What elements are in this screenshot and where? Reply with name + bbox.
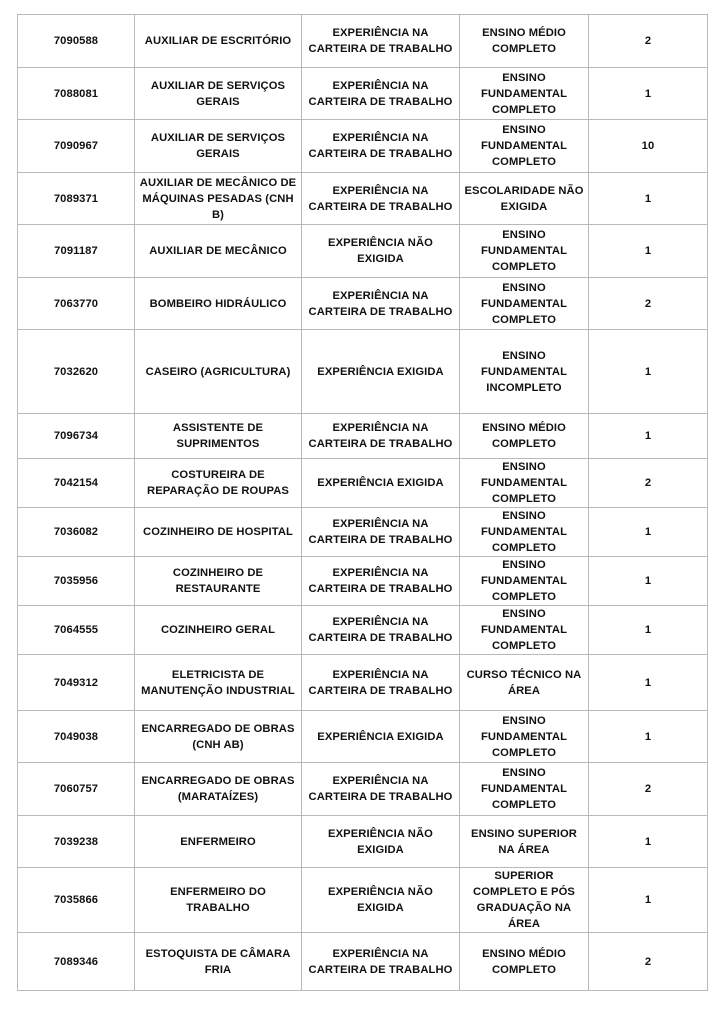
job-title-cell: [135, 278, 302, 330]
openings-count-text: 1: [644, 192, 652, 205]
experience-text: EXPERIÊNCIA NA CARTEIRA DE TRABALHO: [308, 27, 453, 55]
openings-count-text: 2: [644, 477, 652, 489]
education-text: ENSINO FUNDAMENTAL COMPLETO: [480, 510, 568, 554]
openings-count-cell: [589, 606, 708, 655]
job-code-cell: [18, 763, 135, 816]
job-title-cell: [135, 655, 302, 711]
experience-cell: [302, 816, 460, 868]
openings-count-cell: [589, 763, 708, 816]
job-code-text: 7063770: [53, 297, 99, 310]
job-title-text: ENCARREGADO DE OBRAS (MARATAÍZES): [141, 775, 295, 803]
job-code-text: 7064555: [53, 624, 99, 636]
job-title-cell: [135, 763, 302, 816]
job-code-text: 7088081: [53, 87, 99, 100]
job-title-cell: [135, 606, 302, 655]
table-row: [18, 655, 708, 711]
openings-count-cell: [589, 933, 708, 991]
job-code-text: 7039238: [53, 835, 99, 848]
openings-count-cell: [589, 120, 708, 173]
experience-text: EXPERIÊNCIA NA CARTEIRA DE TRABALHO: [308, 775, 453, 803]
table-row: [18, 459, 708, 508]
openings-count-cell: [589, 557, 708, 606]
education-cell: [460, 414, 589, 459]
experience-cell: [302, 278, 460, 330]
education-cell: [460, 816, 589, 868]
job-code-cell: [18, 557, 135, 606]
job-title-cell: [135, 173, 302, 225]
education-text: SUPERIOR COMPLETO E PÓS GRADUAÇÃO NA ÁREA: [473, 870, 575, 930]
openings-count-text: 10: [641, 140, 655, 152]
table-row: [18, 508, 708, 557]
job-title-cell: [135, 414, 302, 459]
openings-count-text: 2: [644, 955, 652, 968]
job-openings-table: [17, 14, 708, 991]
openings-count-text: 2: [644, 297, 652, 310]
job-code-text: 7049312: [53, 676, 99, 689]
education-text: ENSINO FUNDAMENTAL COMPLETO: [480, 229, 568, 273]
job-code-text: 7089371: [53, 192, 99, 205]
job-code-text: 7042154: [53, 477, 99, 489]
education-text: ENSINO FUNDAMENTAL INCOMPLETO: [480, 349, 568, 394]
job-title-cell: [135, 868, 302, 933]
job-code-cell: [18, 868, 135, 933]
experience-cell: [302, 120, 460, 173]
table-row: [18, 278, 708, 330]
table-row: [18, 173, 708, 225]
experience-text: EXPERIÊNCIA EXIGIDA: [317, 365, 444, 378]
job-code-cell: [18, 606, 135, 655]
openings-count-cell: [589, 278, 708, 330]
job-code-text: 7036082: [53, 526, 99, 538]
job-code-cell: [18, 225, 135, 278]
experience-text: EXPERIÊNCIA NA CARTEIRA DE TRABALHO: [308, 184, 453, 213]
table-row: [18, 711, 708, 763]
job-code-text: 7032620: [53, 365, 99, 378]
job-code-cell: [18, 330, 135, 414]
openings-count-cell: [589, 414, 708, 459]
job-title-cell: [135, 225, 302, 278]
education-cell: [460, 711, 589, 763]
job-title-text: COZINHEIRO DE HOSPITAL: [143, 526, 293, 538]
job-code-text: 7060757: [53, 783, 99, 795]
experience-cell: [302, 508, 460, 557]
experience-text: EXPERIÊNCIA EXIGIDA: [317, 477, 444, 489]
job-title-cell: [135, 508, 302, 557]
education-text: ENSINO MÉDIO COMPLETO: [482, 947, 566, 976]
job-code-text: 7096734: [53, 430, 99, 442]
experience-text: EXPERIÊNCIA NA CARTEIRA DE TRABALHO: [308, 947, 453, 976]
experience-cell: [302, 330, 460, 414]
experience-text: EXPERIÊNCIA NA CARTEIRA DE TRABALHO: [308, 289, 453, 318]
experience-text: EXPERIÊNCIA NÃO EXIGIDA: [328, 886, 433, 914]
table-row: [18, 933, 708, 991]
job-title-text: ASSISTENTE DE SUPRIMENTOS: [172, 422, 264, 450]
openings-count-text: 1: [644, 730, 652, 743]
education-text: ENSINO FUNDAMENTAL COMPLETO: [480, 608, 568, 652]
job-code-cell: [18, 15, 135, 68]
experience-text: EXPERIÊNCIA NÃO EXIGIDA: [328, 827, 433, 856]
education-cell: [460, 557, 589, 606]
experience-text: EXPERIÊNCIA NA CARTEIRA DE TRABALHO: [308, 668, 453, 697]
openings-count-cell: [589, 711, 708, 763]
education-cell: [460, 655, 589, 711]
experience-cell: [302, 868, 460, 933]
education-cell: [460, 459, 589, 508]
job-title-text: COZINHEIRO GERAL: [160, 624, 276, 636]
table-row: [18, 606, 708, 655]
experience-text: EXPERIÊNCIA NA CARTEIRA DE TRABALHO: [308, 518, 453, 546]
job-title-cell: [135, 15, 302, 68]
openings-count-text: 1: [644, 430, 652, 442]
education-text: ENSINO FUNDAMENTAL COMPLETO: [480, 714, 568, 759]
table-row: [18, 414, 708, 459]
experience-text: EXPERIÊNCIA NÃO EXIGIDA: [328, 237, 433, 265]
education-text: ENSINO FUNDAMENTAL COMPLETO: [480, 559, 568, 603]
table-row: [18, 68, 708, 120]
openings-count-cell: [589, 655, 708, 711]
job-title-text: CASEIRO (AGRICULTURA): [145, 365, 291, 378]
job-title-text: ENFERMEIRO DO TRABALHO: [170, 886, 266, 914]
job-title-cell: [135, 711, 302, 763]
openings-count-cell: [589, 15, 708, 68]
job-code-text: 7091187: [54, 245, 98, 257]
job-title-cell: [135, 933, 302, 991]
job-code-cell: [18, 120, 135, 173]
education-cell: [460, 868, 589, 933]
openings-count-cell: [589, 225, 708, 278]
job-title-text: AUXILIAR DE ESCRITÓRIO: [144, 35, 292, 47]
table-row: [18, 120, 708, 173]
job-title-text: ELETRICISTA DE MANUTENÇÃO INDUSTRIAL: [141, 668, 295, 697]
education-cell: [460, 278, 589, 330]
experience-cell: [302, 711, 460, 763]
job-title-cell: [135, 68, 302, 120]
education-cell: [460, 225, 589, 278]
job-code-text: 7049038: [53, 730, 99, 743]
experience-text: EXPERIÊNCIA NA CARTEIRA DE TRABALHO: [308, 567, 453, 595]
job-code-cell: [18, 459, 135, 508]
job-title-text: COZINHEIRO DE RESTAURANTE: [172, 567, 264, 595]
job-title-cell: [135, 330, 302, 414]
education-text: ENSINO FUNDAMENTAL COMPLETO: [480, 767, 568, 811]
job-code-cell: [18, 816, 135, 868]
education-cell: [460, 68, 589, 120]
experience-cell: [302, 15, 460, 68]
job-title-cell: [135, 120, 302, 173]
openings-count-text: 1: [644, 575, 652, 587]
job-code-cell: [18, 173, 135, 225]
education-cell: [460, 173, 589, 225]
openings-count-text: 2: [644, 35, 652, 47]
experience-text: EXPERIÊNCIA NA CARTEIRA DE TRABALHO: [308, 422, 453, 450]
education-text: ENSINO MÉDIO COMPLETO: [482, 422, 566, 450]
job-code-text: 7089346: [53, 955, 99, 968]
education-cell: [460, 330, 589, 414]
job-title-text: ENFERMEIRO: [180, 835, 256, 848]
job-title-text: AUXILIAR DE SERVIÇOS GERAIS: [150, 132, 286, 160]
job-openings-body: [18, 15, 708, 991]
openings-count-text: 1: [644, 894, 652, 906]
openings-count-text: 2: [644, 783, 652, 795]
openings-count-cell: [589, 508, 708, 557]
education-cell: [460, 15, 589, 68]
job-code-cell: [18, 933, 135, 991]
experience-cell: [302, 225, 460, 278]
openings-count-text: 1: [644, 245, 652, 257]
education-cell: [460, 933, 589, 991]
job-code-text: 7090967: [53, 140, 99, 152]
job-title-text: BOMBEIRO HIDRÁULICO: [149, 297, 287, 310]
education-text: ENSINO FUNDAMENTAL COMPLETO: [480, 281, 568, 326]
table-row: [18, 225, 708, 278]
education-text: CURSO TÉCNICO NA ÁREA: [466, 668, 582, 697]
experience-text: EXPERIÊNCIA EXIGIDA: [317, 730, 444, 743]
job-code-text: 7035866: [53, 894, 99, 906]
education-cell: [460, 606, 589, 655]
experience-text: EXPERIÊNCIA NA CARTEIRA DE TRABALHO: [308, 79, 453, 108]
experience-text: EXPERIÊNCIA NA CARTEIRA DE TRABALHO: [308, 616, 453, 644]
job-title-text: ENCARREGADO DE OBRAS (CNH AB): [141, 722, 295, 751]
openings-count-cell: [589, 68, 708, 120]
table-row: [18, 15, 708, 68]
openings-count-text: 1: [644, 624, 652, 636]
experience-cell: [302, 173, 460, 225]
openings-count-text: 1: [644, 835, 652, 848]
job-code-cell: [18, 278, 135, 330]
job-title-cell: [135, 459, 302, 508]
openings-count-text: 1: [644, 526, 652, 538]
openings-count-cell: [589, 459, 708, 508]
openings-count-text: 1: [644, 87, 652, 100]
experience-cell: [302, 606, 460, 655]
education-text: ENSINO FUNDAMENTAL COMPLETO: [480, 461, 568, 505]
job-code-cell: [18, 508, 135, 557]
job-title-text: ESTOQUISTA DE CÂMARA FRIA: [145, 947, 291, 976]
education-text: ENSINO SUPERIOR NA ÁREA: [471, 827, 577, 856]
experience-cell: [302, 459, 460, 508]
experience-cell: [302, 414, 460, 459]
education-text: ENSINO FUNDAMENTAL COMPLETO: [480, 71, 568, 116]
job-title-text: AUXILIAR DE SERVIÇOS GERAIS: [150, 79, 286, 108]
education-cell: [460, 763, 589, 816]
openings-count-cell: [589, 868, 708, 933]
education-cell: [460, 120, 589, 173]
job-code-text: 7035956: [53, 575, 99, 587]
job-title-cell: [135, 816, 302, 868]
job-title-text: AUXILIAR DE MECÂNICO DE MÁQUINAS PESADAS (CNH B): [139, 176, 297, 221]
openings-count-cell: [589, 330, 708, 414]
experience-text: EXPERIÊNCIA NA CARTEIRA DE TRABALHO: [308, 132, 453, 160]
job-title-cell: [135, 557, 302, 606]
job-code-cell: [18, 414, 135, 459]
job-code-text: 7090588: [53, 35, 99, 47]
table-row: [18, 868, 708, 933]
openings-count-cell: [589, 173, 708, 225]
job-code-cell: [18, 711, 135, 763]
experience-cell: [302, 763, 460, 816]
experience-cell: [302, 655, 460, 711]
openings-count-cell: [589, 816, 708, 868]
job-code-cell: [18, 655, 135, 711]
table-row: [18, 330, 708, 414]
education-text: ENSINO FUNDAMENTAL COMPLETO: [480, 124, 568, 168]
openings-count-text: 1: [644, 676, 652, 689]
openings-count-text: 1: [644, 365, 652, 378]
job-title-text: COSTUREIRA DE REPARAÇÃO DE ROUPAS: [147, 469, 289, 497]
education-cell: [460, 508, 589, 557]
table-row: [18, 763, 708, 816]
job-title-text: AUXILIAR DE MECÂNICO: [149, 245, 287, 257]
table-row: [18, 816, 708, 868]
table-row: [18, 557, 708, 606]
education-text: ENSINO MÉDIO COMPLETO: [482, 27, 566, 55]
experience-cell: [302, 68, 460, 120]
job-code-cell: [18, 68, 135, 120]
experience-cell: [302, 933, 460, 991]
experience-cell: [302, 557, 460, 606]
education-text: ESCOLARIDADE NÃO EXIGIDA: [464, 184, 584, 213]
